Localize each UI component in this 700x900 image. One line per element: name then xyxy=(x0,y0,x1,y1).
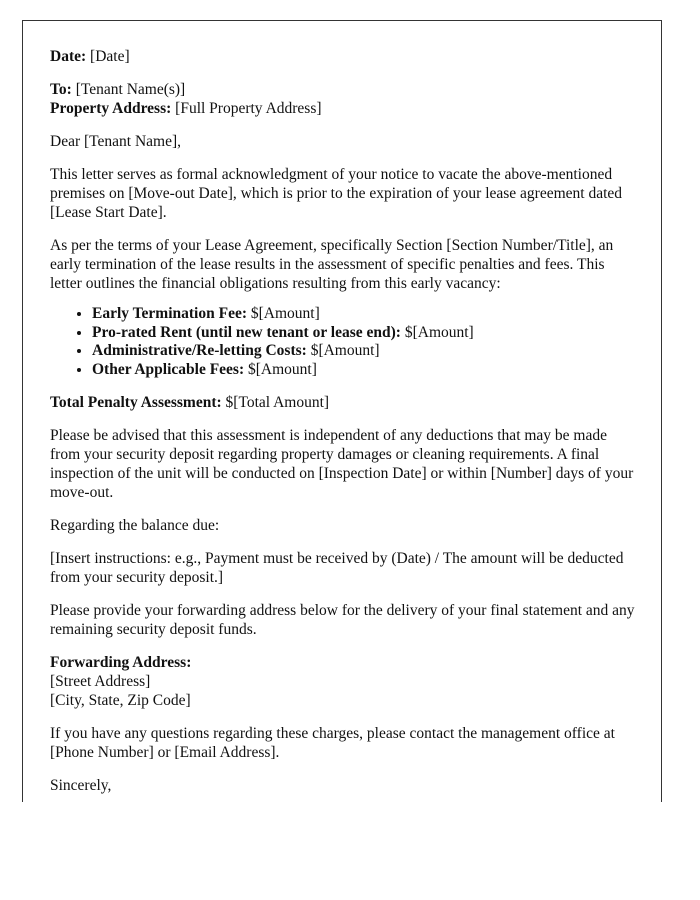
property-address-value: [Full Property Address] xyxy=(175,100,322,117)
fee-item-other xyxy=(92,361,635,380)
forwarding-address-block xyxy=(50,653,635,710)
letter-page xyxy=(22,20,662,802)
total-penalty-line xyxy=(50,393,635,412)
total-penalty-value: $[Total Amount] xyxy=(225,394,330,411)
closing: Sincerely, xyxy=(50,777,112,794)
salutation: Dear [Tenant Name], xyxy=(50,133,182,150)
fee-label: Pro-rated Rent (until new tenant or lease end): xyxy=(92,323,401,341)
date-value: [Date] xyxy=(90,48,130,65)
contact-paragraph: If you have any questions regarding these charges, please contact the management office at [Phone Number] or [Email Address]. xyxy=(50,725,615,761)
date-line xyxy=(50,47,635,66)
fee-value: $[Amount] xyxy=(250,305,320,322)
balance-due-line: Regarding the balance due: xyxy=(50,517,220,534)
fee-label: Early Termination Fee: xyxy=(92,305,247,322)
property-address-label: Property Address: xyxy=(50,100,172,117)
fee-value: $[Amount] xyxy=(248,360,317,378)
to-value: [Tenant Name(s)] xyxy=(75,81,186,98)
terms-paragraph: As per the terms of your Lease Agreement, specifically Section [Section Number/Title], an early termination of the lease results in the assessment of specific penalties and fees. This letter outlines the financial obligations resulting from this early vacancy: xyxy=(50,237,614,292)
fee-item-administrative xyxy=(92,342,635,361)
forwarding-address-label: Forwarding Address: xyxy=(50,654,192,671)
forwarding-intro-paragraph: Please provide your forwarding address below for the delivery of your final statement and any remaining security deposit funds. xyxy=(50,602,635,638)
payment-instructions-paragraph: [Insert instructions: e.g., Payment must be received by (Date) / The amount will be deducted from your security deposit.] xyxy=(50,550,624,586)
date-label: Date: xyxy=(50,48,87,65)
to-label: To: xyxy=(50,81,72,98)
deposit-paragraph: Please be advised that this assessment is independent of any deductions that may be made from your security deposit regarding property damages or cleaning requirements. A final inspection of the unit will be conducted on [Inspection Date] or within [Number] days of your move-out. xyxy=(50,427,634,501)
recipient-block xyxy=(50,80,635,118)
fee-item-early-termination xyxy=(92,305,635,324)
letter-body xyxy=(23,21,661,795)
city-state-zip-line: [City, State, Zip Code] xyxy=(50,692,191,709)
notice-paragraph: This letter serves as formal acknowledgment of your notice to vacate the above-mentioned premises on [Move-out Date], which is prior to the expiration of your lease agreement dated [Lease Start Date]. xyxy=(50,166,623,221)
fee-value: $[Amount] xyxy=(404,323,474,341)
fee-label: Other Applicable Fees: xyxy=(92,360,245,378)
fee-label: Administrative/Re-letting Costs: xyxy=(92,342,307,359)
total-penalty-label: Total Penalty Assessment: xyxy=(50,394,222,411)
fees-list xyxy=(50,305,635,379)
fee-value: $[Amount] xyxy=(310,342,380,359)
street-address-line: [Street Address] xyxy=(50,673,151,690)
fee-item-prorated-rent xyxy=(92,324,635,343)
